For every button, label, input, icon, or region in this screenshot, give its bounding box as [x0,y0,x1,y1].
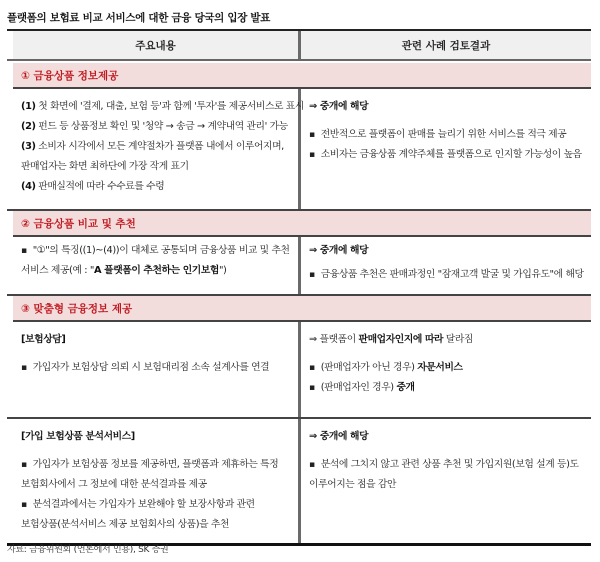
document-title: 플랫폼의 보험료 비교 서비스에 대한 금융 당국의 입장 발표 [7,12,271,24]
list-item: ▪ 소비자는 금융상품 계약주체를 플랫폼으로 인지할 가능성이 높음 [309,145,591,165]
section-3b-left [13,419,301,543]
verdict: ⇒ 플랫폼이 판매업자인지에 따라 달라짐 [309,334,473,345]
section-body-2 [7,237,591,294]
header-main-content: 주요내용 [13,31,301,59]
list-item: ▪ 분석결과에서는 가입자가 보완해야 할 보장사항과 관련 [21,495,290,515]
list-item: (1) 첫 화면에 '결제, 대출, 보험 등'과 함께 '투자'를 제공서비스로 표시 [21,101,304,112]
header-review-result: 관련 사례 검토결과 [301,31,591,59]
section-2-right [301,237,591,294]
section-body-1 [7,89,591,209]
section-1-left [13,89,304,209]
list-item-continued: 보험상품(분석서비스 제공 보험회사의 상품)을 추천 [21,519,230,530]
section-label: ③ 맞춤형 금융정보 제공 [13,296,591,322]
list-item: (3) 소비자 시각에서 모든 계약절차가 플랫폼 내에서 이루어지며, [21,141,284,152]
list-item: ▪ 가입자가 보험상담 의뢰 시 보험대리점 소속 설계사를 연결 [21,358,290,378]
list-item-continued: 보험회사에서 그 정보에 대한 분석결과를 제공 [21,479,207,490]
section-header-3 [7,294,591,322]
comparison-table [7,29,591,546]
verdict: ⇒ 중개에 해당 [309,101,369,112]
section-header-1 [7,63,591,89]
subheading: [보험상담] [21,334,66,345]
verdict: ⇒ 중개에 해당 [309,431,369,442]
section-label: ① 금융상품 정보제공 [13,63,591,89]
list-item: ▪ 분석에 그치지 않고 관련 상품 추천 및 가입지원(보험 설계 등)도 [309,455,591,475]
list-item: ▪ 전반적으로 플랫폼이 판매를 늘리기 위한 서비스를 적극 제공 [309,125,591,145]
list-item: ▪ (판매업자인 경우) 중개 [309,378,591,398]
section-body-3a [7,322,591,419]
list-item: 판매업자는 화면 최하단에 가장 작게 표기 [21,161,189,172]
section-1-right [301,89,591,209]
section-3a-right [301,322,591,417]
list-item-continued: 이루어지는 점을 감안 [309,479,397,490]
list-item: (2) 펀드 등 상품정보 확인 및 '청약 → 송금 → 계약내역 관리' 가능 [21,121,288,132]
list-item: ▪ "①"의 특징((1)~(4))이 대체로 공통되며 금융상품 비교 및 추천 [21,241,290,261]
section-body-3b [7,419,591,546]
source-note: 자료: 금융위원회 (언론에서 인용), SK 증권 [7,545,169,555]
section-3a-left [13,322,301,417]
list-item: (4) 판매실적에 따라 수수료를 수령 [21,181,165,192]
subheading: [가입 보험상품 분석서비스] [21,431,135,442]
section-header-2 [7,209,591,237]
section-3b-right [301,419,591,543]
table-header [7,31,591,61]
list-item-continued: 서비스 제공(예 : "A 플랫폼이 추천하는 인기보험") [21,265,227,276]
list-item: ▪ 가입자가 보험상품 정보를 제공하면, 플랫폼과 제휴하는 특정 [21,455,290,475]
verdict: ⇒ 중개에 해당 [309,245,369,256]
list-item: ▪ 금융상품 추천은 판매과정인 "잠재고객 발굴 및 가입유도"에 해당 [309,265,591,285]
list-item: ▪ (판매업자가 아닌 경우) 자문서비스 [309,358,591,378]
section-label: ② 금융상품 비교 및 추천 [13,211,591,237]
section-2-left [13,237,301,294]
